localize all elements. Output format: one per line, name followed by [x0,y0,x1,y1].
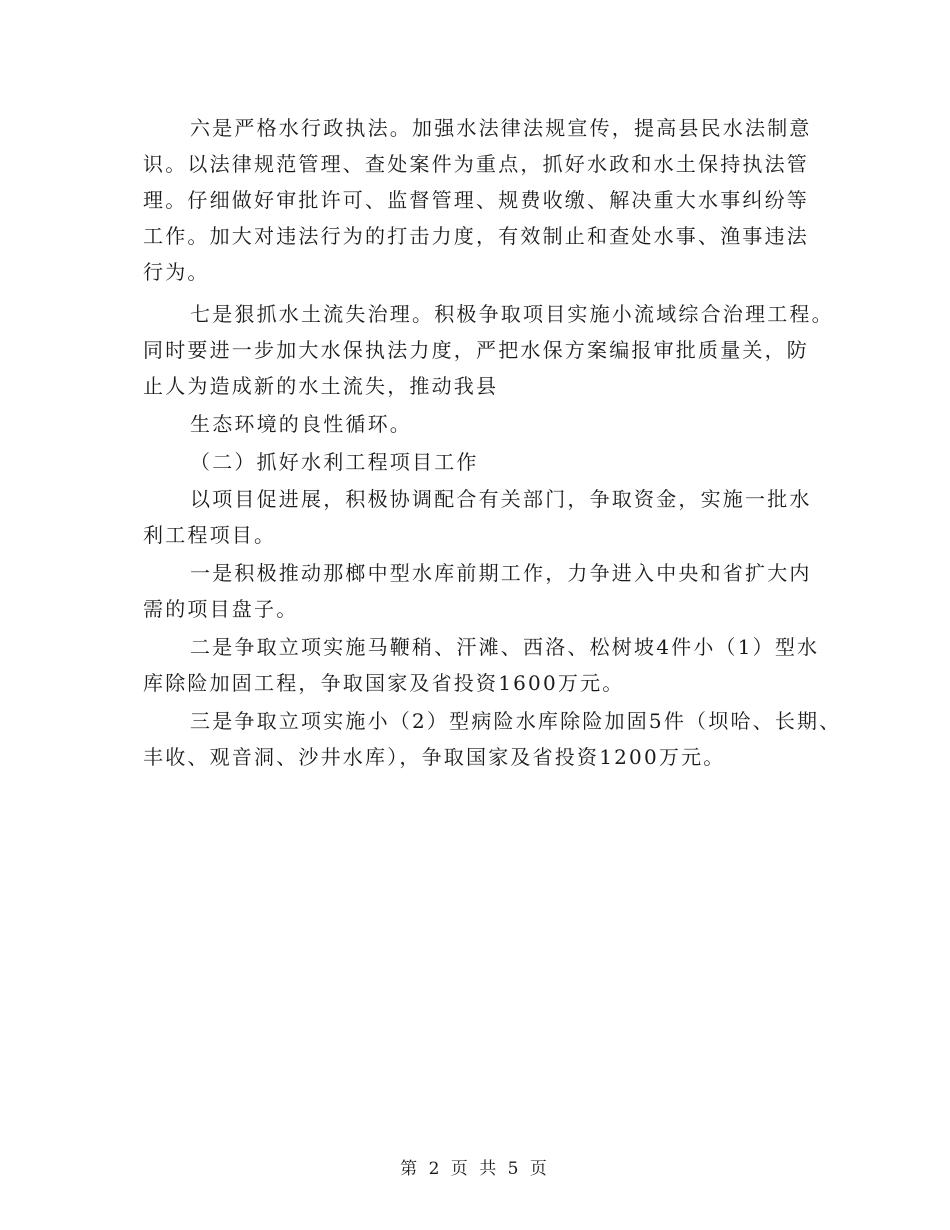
paragraph-line: 行为。 [143,260,210,284]
paragraph-line: 二是争取立项实施马鞭稍、汗滩、西洛、松树坡4件小（1）型水 [190,635,820,659]
paragraph-line: 利工程项目。 [143,523,277,547]
paragraph-line: 丰收、观音洞、沙井水库），争取国家及省投资1200万元。 [143,745,726,769]
paragraph-line: 七是狠抓水土流失治理。积极争取项目实施小流域综合治理工程。 [190,302,834,326]
paragraph-line: 止人为造成新的水土流失，推动我县 [143,374,499,398]
paragraph-line: 三是争取立项实施小（2）型病险水库除险加固5件（坝哈、长期、 [190,709,842,733]
paragraph-line: 库除险加固工程，争取国家及省投资1600万元。 [143,671,625,695]
paragraph-line: 以项目促进展，积极协调配合有关部门，争取资金，实施一批水 [190,487,812,511]
page-number: 第 2 页 共 5 页 [400,1159,550,1179]
paragraph-line: 工作。加大对违法行为的打击力度，有效制止和查处水事、渔事违法 [143,224,809,248]
paragraph-line: 生态环境的良性循环。 [190,412,412,436]
paragraph-line: 一是积极推动那榔中型水库前期工作，力争进入中央和省扩大内 [190,561,812,585]
section-heading: （二）抓好水利工程项目工作 [190,450,479,474]
paragraph-line: 六是严格水行政执法。加强水法律法规宣传，提高县民水法制意 [190,116,812,140]
paragraph-line: 同时要进一步加大水保执法力度，严把水保方案编报审批质量关，防 [143,338,809,362]
paragraph-line: 识。以法律规范管理、查处案件为重点，抓好水政和水土保持执法管 [143,152,809,176]
paragraph-line: 需的项目盘子。 [143,597,299,621]
paragraph-line: 理。仔细做好审批许可、监督管理、规费收缴、解决重大水事纠纷等 [143,188,809,212]
